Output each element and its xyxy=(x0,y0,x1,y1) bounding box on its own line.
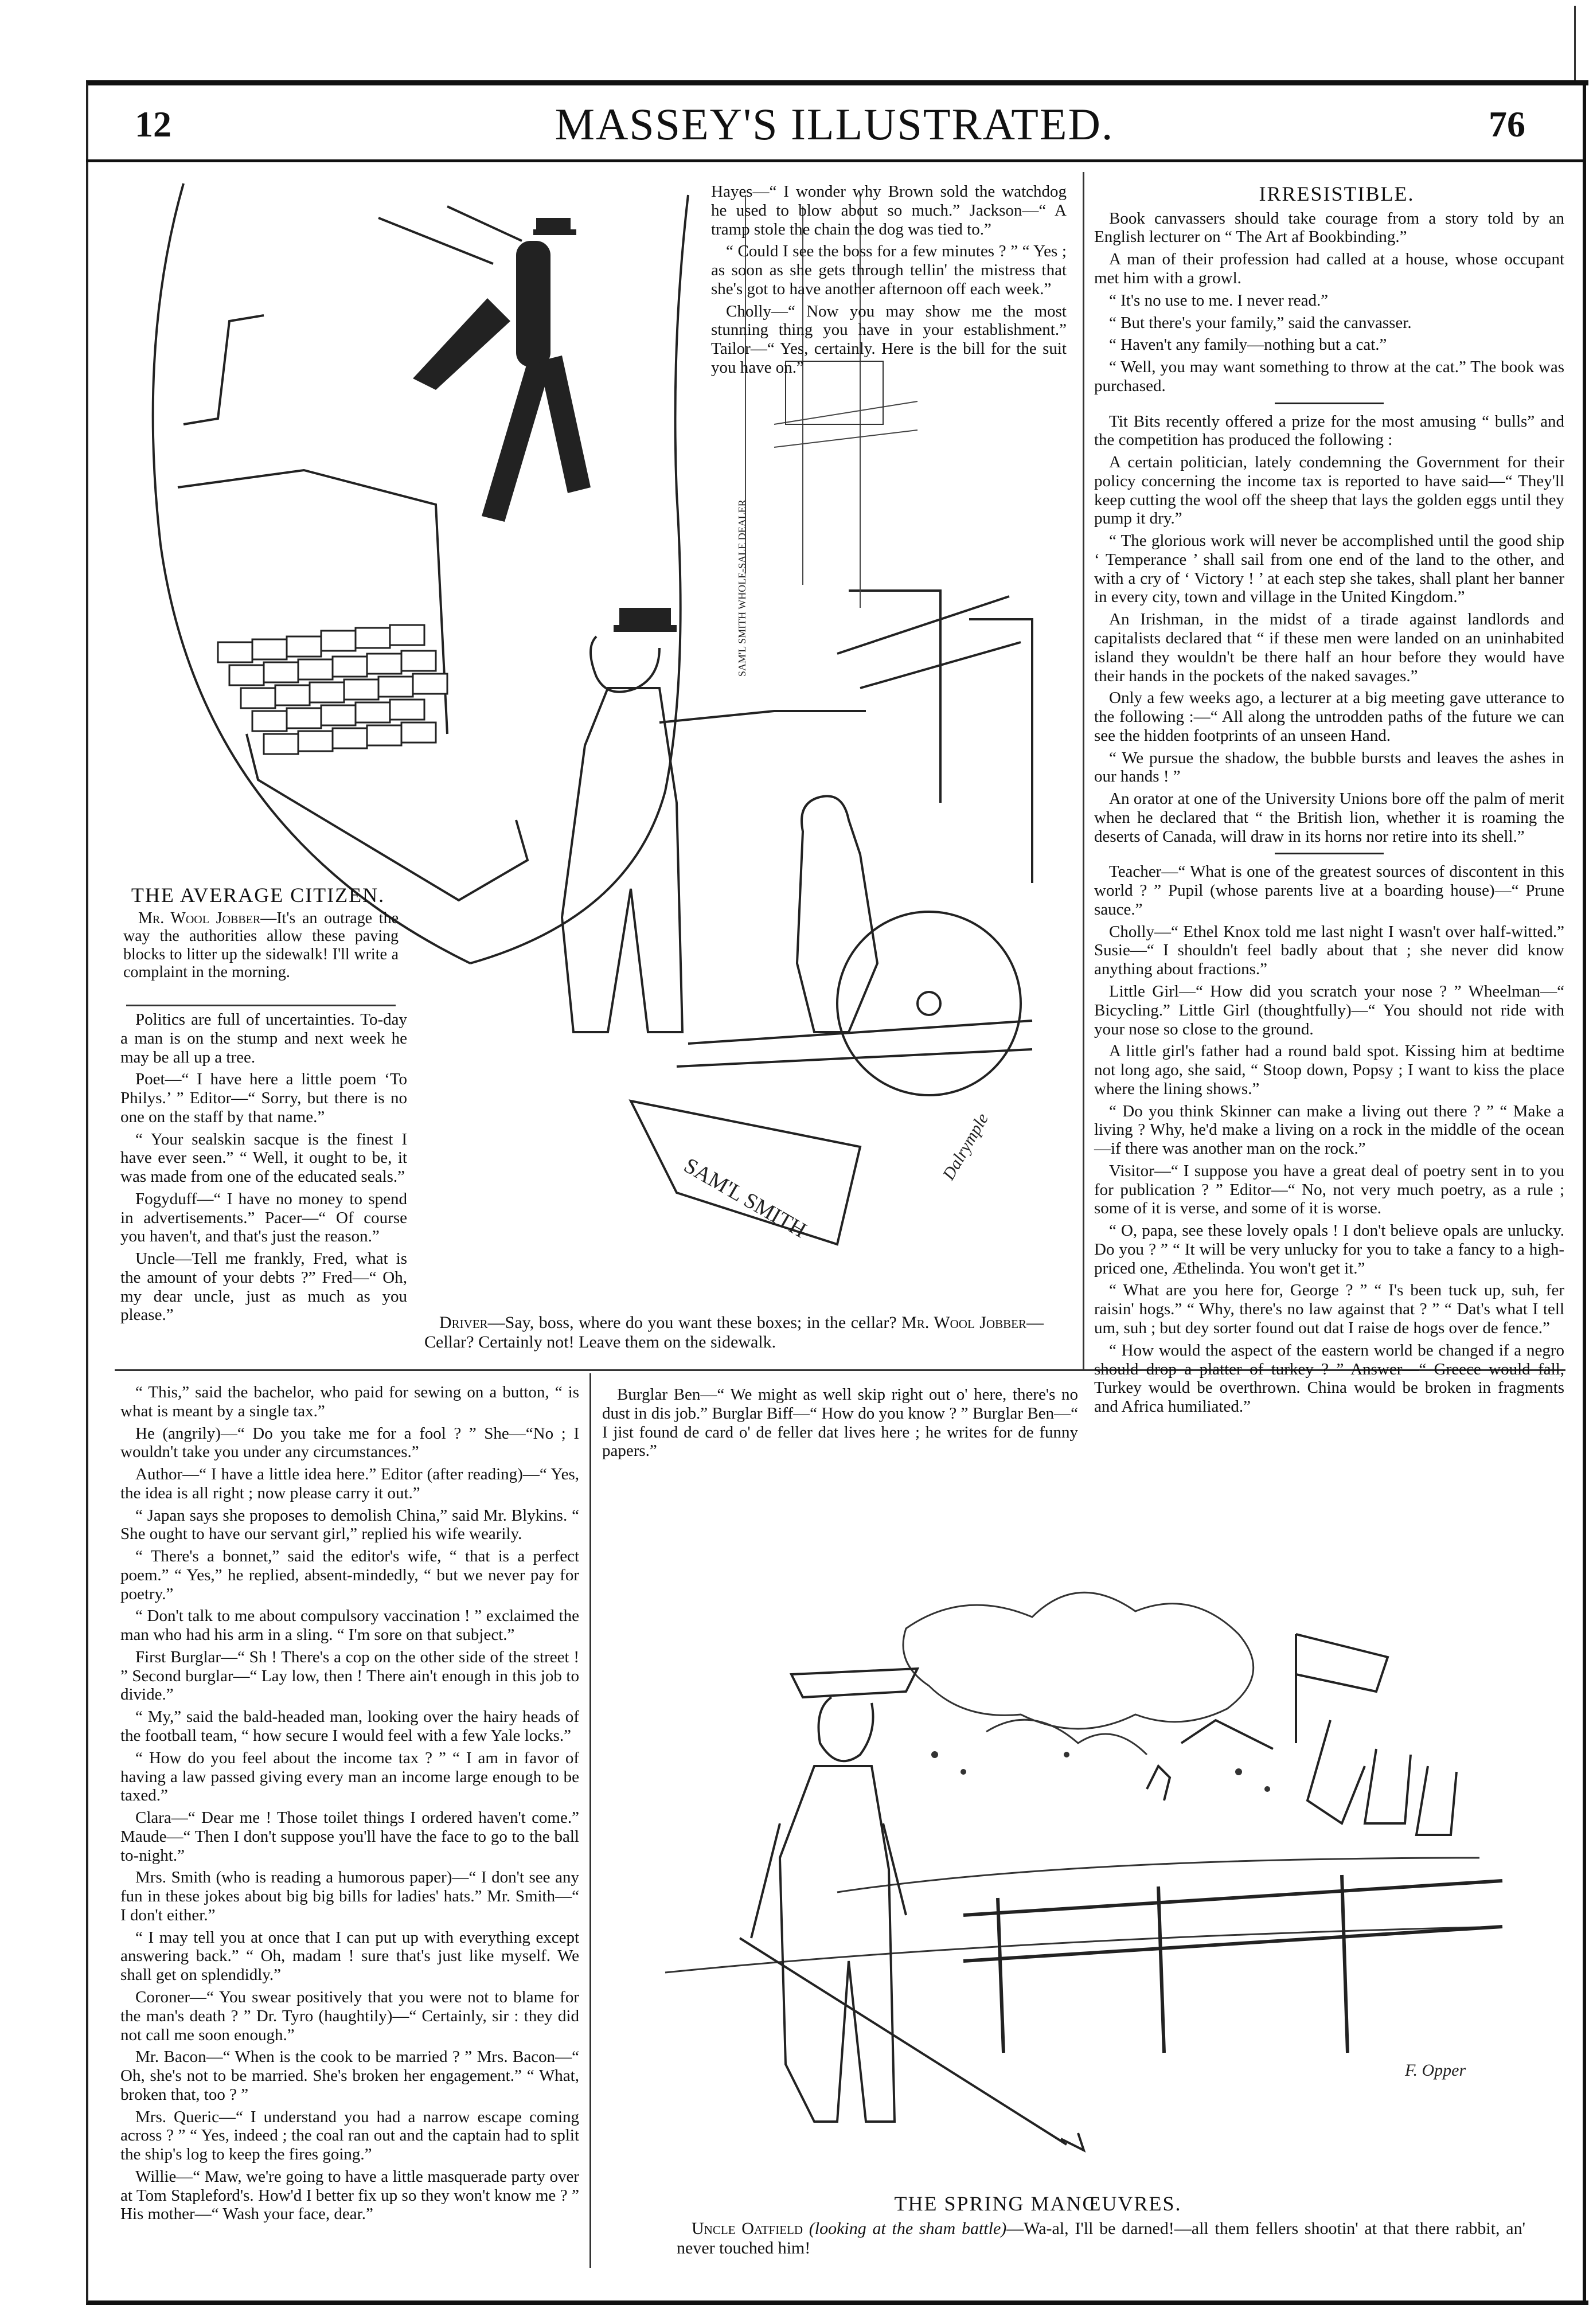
joke-paragraph: “ But there's your family,” said the canvasser. xyxy=(1109,313,1412,332)
joke-paragraph: Uncle—Tell me frankly, Fred, what is the amount of your debts ?” Fred—“ Oh, my dear uncle, just as much as you please.” xyxy=(120,1249,407,1325)
joke-paragraph: Mr. Bacon—“ When is the cook to be married ? ” Mrs. Bacon—“ Oh, she's not to be married. She's broken her engagement.” “ What, broken that, too ? ” xyxy=(120,2048,579,2104)
joke-paragraph: “ The glorious work will never be accomplished until the good ship ‘ Temperance ’ shall sail from one end of the land to the other, and with a cry of ‘ Victory ! ’ at each step she takes, shall plant her banner in every city, town and village in the United Kingdom.” xyxy=(1094,532,1564,607)
joke-paragraph: “ It's no use to me. I never read.” xyxy=(1109,291,1329,310)
joke-paragraph: “ Japan says she proposes to demolish China,” said Mr. Blykins. “ She ought to have our servant girl,” replied his wife wearily. xyxy=(120,1506,579,1544)
artist-signature-dalrymple: Dalrymple xyxy=(939,1110,993,1184)
header-rule xyxy=(86,159,1583,162)
right-margin-rule xyxy=(1583,80,1586,2305)
joke-paragraph: Burglar Ben—“ We might as well skip right out o' here, there's no dust in dis job.” Burglar Biff—“ How do you know ? ” Burglar Ben—“ I jist found de card o' de feller dat lives here ; he writes for de funny papers.” xyxy=(602,1385,1078,1460)
joke-paragraph: Cholly—“ Ethel Knox told me last night I wasn't over half-witted.” Susie—“ I shouldn't feel badly about that ; she never did know anything about fractions.” xyxy=(1094,922,1564,979)
speaker-label: Uncle Oatfield xyxy=(692,2219,803,2238)
divider-rule xyxy=(1275,853,1384,854)
divider-rule xyxy=(1275,403,1384,404)
joke-paragraph: He (angrily)—“ Do you take me for a fool ? ” She—“No ; I wouldn't take you under any circumstances.” xyxy=(120,1424,579,1462)
joke-paragraph: “ Don't talk to me about compulsory vaccination ! ” exclaimed the man who had his arm in a sling. “ I'm sore on that subject.” xyxy=(120,1607,579,1645)
joke-paragraph: A certain politician, lately condemning the Government for their policy concerning the income tax is reported to have said—“ They'll keep cutting the wool off the sheep that lays the golden eggs until they pump it dry.” xyxy=(1094,453,1564,528)
page-edge-line xyxy=(1574,6,1576,80)
masthead-title: MASSEY'S ILLUSTRATED. xyxy=(555,99,1114,149)
column-left-upper xyxy=(120,1010,407,1328)
page-number-left: 12 xyxy=(135,104,171,144)
column-right xyxy=(1094,182,1564,1420)
joke-paragraph: “ Your sealskin sacque is the finest I have ever seen.” “ Well, it ought to be, it was made from one of the educated seals.” xyxy=(120,1130,407,1186)
joke-paragraph: “ Do you think Skinner can make a living out there ? ” “ Make a living ? Why, he'd make a living on a rock in the middle of the ocean—if there was another man on the rock.” xyxy=(1094,1102,1564,1158)
cartoon-caption-uncle-oatfield xyxy=(677,2219,1525,2257)
joke-paragraph: “ Well, you may want something to throw at the cat.” The book was purchased. xyxy=(1094,358,1564,395)
joke-paragraph: Visitor—“ I suppose you have a great deal of poetry sent in to you for publication ? ” Editor—“ No, not very much poetry, as a rule ; some of it is verse, and some of it is worse. xyxy=(1094,1161,1564,1218)
joke-paragraph: Hayes—“ I wonder why Brown sold the watchdog he used to blow about so much.” Jackson—“ A tramp stole the chain the dog was tied to.” xyxy=(711,182,1067,239)
divider-rule xyxy=(126,1005,396,1006)
spring-manoeuvres-illustration xyxy=(665,1502,1514,2162)
joke-paragraph: An Irishman, in the midst of a tirade against landlords and capitalists declared that “ if these men were landed on an uninhabited island they wouldn't be there half an hour before they would have their hands in the pockets of the naked savages.” xyxy=(1094,610,1564,685)
joke-paragraph: A little girl's father had a round bald spot. Kissing him at bedtime not long ago, she said, “ Stoop down, Popsy ; I want to kiss the place where the lining shows.” xyxy=(1094,1042,1564,1098)
joke-paragraph: “ How do you feel about the income tax ? ” “ I am in favor of having a law passed giving every man an income large enough to be taxed.” xyxy=(120,1748,579,1805)
joke-paragraph: Clara—“ Dear me ! Those toilet things I ordered haven't come.” Maude—“ Then I don't suppose you'll have the face to go to the ball to-night.” xyxy=(120,1809,579,1865)
joke-paragraph: “ We pursue the shadow, the bubble bursts and leaves the ashes in our hands ! ” xyxy=(1094,748,1564,786)
column-middle-lower xyxy=(602,1385,1078,1464)
cartoon-title-spring-manoeuvres: THE SPRING MANŒUVRES. xyxy=(894,2192,1182,2215)
joke-paragraph: Only a few weeks ago, a lecturer at a big meeting gave utterance to the following :—“ All along the untrodden paths of the future we can see the hidden footprints of an unseen Hand. xyxy=(1094,689,1564,745)
joke-paragraph: “ This,” said the bachelor, who paid for sewing on a button, “ is what is meant by a single tax.” xyxy=(120,1383,579,1420)
joke-paragraph: A man of their profession had called at a house, whose occupant met him with a growl. xyxy=(1094,250,1564,287)
joke-paragraph: Teacher—“ What is one of the greatest sources of discontent in this world ? ” Pupil (whose parents live at a boarding house)—“ Prune sauce.” xyxy=(1094,862,1564,919)
joke-paragraph: First Burglar—“ Sh ! There's a cop on the other side of the street ! ” Second burglar—“ Lay low, then ! There ain't enough in this job to divide.” xyxy=(120,1647,579,1704)
joke-paragraph: “ I may tell you at once that I can put up with everything except answering back.” “ Oh, madam ! sure that's just like myself. We shall get on splendidly.” xyxy=(120,1928,579,1985)
column-rule xyxy=(1083,172,1084,1370)
speaker-label: Mr. Wool Jobber xyxy=(138,909,261,927)
artist-signature-opper: F. Opper xyxy=(1405,2061,1466,2080)
caption-text: —Wa-al, I'll be darned!—all them fellers shootin' at that there rabbit, an' never touched him! xyxy=(677,2219,1525,2257)
caption-text: —Cellar? Certainly not! Leave them on the sidewalk. xyxy=(424,1313,1044,1352)
sign-sam-smith-wholesale: SAM'L SMITH WHOLE-SALE DEALER xyxy=(736,499,748,677)
speaker-label: Mr. Wool Jobber xyxy=(901,1313,1026,1332)
caption-text: —Say, boss, where do you want these boxes; in the cellar? xyxy=(487,1313,897,1332)
joke-paragraph: Little Girl—“ How did you scratch your nose ? ” Wheelman—“ Bicycling.” Little Girl (thoughtfully)—“ You should not ride with your nose so close to the ground. xyxy=(1094,982,1564,1038)
joke-paragraph: “ How would the aspect of the eastern world be changed if a negro should drop a platter of turkey ? ” Answer—“ Greece would fall, Turkey would be overthrown. China would be broken in fragments and Africa humiliated.” xyxy=(1094,1341,1564,1416)
crate-sam-smith: SAM'L SMITH xyxy=(680,1153,811,1243)
joke-paragraph: Mrs. Queric—“ I understand you had a narrow escape coming across ? ” “ Yes, indeed ; the coal ran out and the captain had to split the ship's log to keep the fires going.” xyxy=(120,2107,579,2164)
page-number-right: 76 xyxy=(1489,104,1525,144)
cartoon-caption-driver xyxy=(424,1313,1044,1352)
column-left-lower xyxy=(120,1383,579,2227)
joke-paragraph: Fogyduff—“ I have no money to spend in advertisements.” Pacer—“ Of course you haven't, and that's just the reason.” xyxy=(120,1189,407,1246)
cartoon-title-average-citizen: THE AVERAGE CITIZEN. xyxy=(131,884,385,907)
joke-paragraph: “ My,” said the bald-headed man, looking over the hairy heads of the football team, “ how secure I would feel with a few Yale locks.” xyxy=(120,1708,579,1745)
joke-paragraph: Book canvassers should take courage from a story told by an English lecturer on “ The Art af Bookbinding.” xyxy=(1094,209,1564,247)
joke-paragraph: “ Haven't any family—nothing but a cat.” xyxy=(1109,335,1387,354)
joke-paragraph: Politics are full of uncertainties. To-day a man is on the stump and next week he may be all up a tree. xyxy=(120,1010,407,1067)
caption-text: —It's an outrage the way the authorities allow these paving blocks to litter up the sidewalk! I'll write a complaint in the morning. xyxy=(123,909,399,982)
section-heading-irresistible: IRRESISTIBLE. xyxy=(1259,182,1415,205)
joke-paragraph: “ What are you here for, George ? ” “ I's been tuck up, suh, fer raisin' hogs.” “ Why, there's no law against that ? ” “ Dat's what I tell um, suh ; but dey sorter found out dat I raise de hogs over de fence.” xyxy=(1094,1281,1564,1338)
joke-paragraph: “ O, papa, see these lovely opals ! I don't believe opals are unlucky. Do you ? ” “ It will be very unlucky for you to take a fancy to a high-priced one, Æthelinda. You won't get it.” xyxy=(1094,1221,1564,1278)
column-middle-top xyxy=(711,182,1067,381)
speaker-label: Driver xyxy=(439,1313,488,1332)
column-rule xyxy=(589,1373,591,2268)
joke-paragraph: Tit Bits recently offered a prize for the most amusing “ bulls” and the competition has produced the following : xyxy=(1094,412,1564,450)
joke-paragraph: Author—“ I have a little idea here.” Editor (after reading)—“ Yes, the idea is all right ; now please carry it out.” xyxy=(120,1465,579,1502)
page-header xyxy=(86,92,1583,155)
joke-paragraph: Willie—“ Maw, we're going to have a little masquerade party over at Tom Stapleford's. How'd I better fix up so they won't know me ? ” His mother—“ Wash your face, dear.” xyxy=(120,2167,579,2224)
joke-paragraph: “ Could I see the boss for a few minutes ? ” “ Yes ; as soon as she gets through tellin' the mistress that she's got to have another afternoon off each week.” xyxy=(711,242,1067,298)
joke-paragraph: Cholly—“ Now you may show me the most stunning thing you have in your establishment.” Tailor—“ Yes, certainly. Here is the bill for the suit you have on.” xyxy=(711,302,1067,377)
joke-paragraph: “ There's a bonnet,” said the editor's wife, “ that is a perfect poem.” “ Yes,” he replied, absent-mindedly, “ but we never pay for poetry.” xyxy=(120,1547,579,1603)
joke-paragraph: An orator at one of the University Unions bore off the palm of merit when he declared that “ the British lion, whether it is roaming the deserts of Canada, will draw in its horns nor retire into its shell.” xyxy=(1094,790,1564,846)
joke-paragraph: Mrs. Smith (who is reading a humorous paper)—“ I don't see any fun in these jokes about big big bills for ladies' hats.” Mr. Smith—“ I don't either.” xyxy=(120,1868,579,1924)
cartoon-caption-wool-jobber xyxy=(123,909,399,981)
joke-paragraph: Poet—“ I have here a little poem ‘To Philys.’ ” Editor—“ Sorry, but there is no one on the staff by that name.” xyxy=(120,1070,407,1126)
joke-paragraph: Coroner—“ You swear positively that you were not to blame for the man's death ? ” Dr. Tyro (haughtily)—“ Certainly, sir : they did not call me soon enough.” xyxy=(120,1987,579,2044)
stage-direction: (looking at the sham battle) xyxy=(809,2219,1007,2238)
